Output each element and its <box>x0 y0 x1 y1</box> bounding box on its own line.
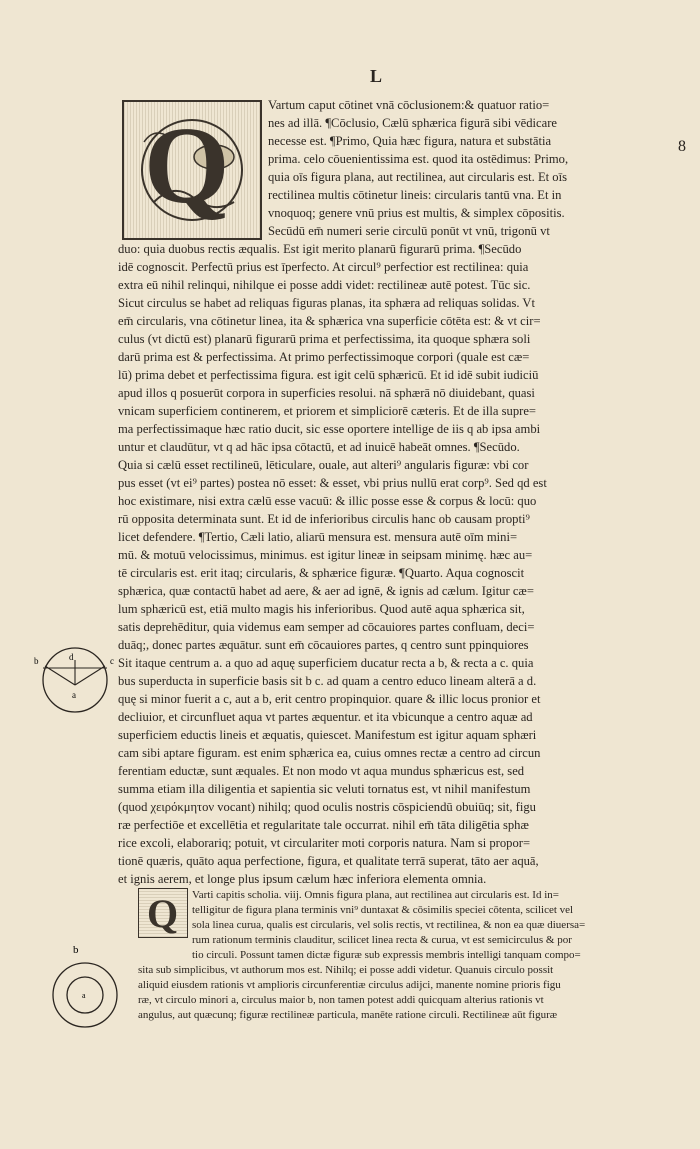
text-line: summa etiam illa diligentia et sapientia sic veluti tornatus est, vt nihil manifestum <box>118 782 531 796</box>
text-line: Secūdū em̄ numeri serie circulū ponūt vt vnū, trigonū vt <box>268 224 550 238</box>
text-line: hoc existimare, nisi extra cælū esse vacuū: & illic posse esse & corpus & locū: quo <box>118 494 537 508</box>
text-line: nes ad illā. ¶Cōclusio, Cælū sphærica figurā sibi vēdicare <box>268 116 558 130</box>
decorated-initial <box>122 100 262 240</box>
text-line: vnicam superficiem continerem, et priorem et simpliciorē cæteris. Et de illa supre= <box>118 404 537 418</box>
commentary-line: sola linea curua, qualis est circularis, vel solis rectis, vt rectilinea, & non ea quæ diuersa= <box>192 919 586 931</box>
text-line: cam sibi aptare figuram. est enim sphærica ea, cuius omnes rectæ a centro ad circun <box>118 746 541 760</box>
diagram-label: a <box>72 690 76 700</box>
commentary-line: Varti capitis scholia. viij. Omnis figura plana, aut rectilinea aut circularis est. Id in= <box>192 889 559 901</box>
text-line: vnoquoq; genere vnū prius est multis, & simplex cōpositis. <box>268 206 565 220</box>
text-line: (quod χειρόκμητον vocant) nihilq; quod oculis nostris cōspiciendū obuiūq; sit, figu <box>118 800 536 814</box>
page-signature: L <box>370 66 383 86</box>
text-line: rice excoli, elaborariq; potuit, vt circulariter moti corporis natura. Nam si propor= <box>118 836 531 850</box>
text-line: Vartum caput cōtinet vnā cōclusionem:& quatuor ratio= <box>268 98 550 112</box>
text-line: superficiem eductis lineis et æquatis, quiescet. Manifestum est igitur aquam sphæri <box>118 728 537 742</box>
text-line: bus superducta in superficie basis sit b c. ad quam a centro educo lineam alterā a d. <box>118 674 537 688</box>
text-line: Quia si cælū esset rectilineū, lēticulare, ouale, aut alteri⁹ angularis figuræ: vbi cor <box>118 458 529 472</box>
text-line: ferentiam eductæ, sunt æquales. Et non modo vt aqua mundus sphæricus est, sed <box>118 764 525 778</box>
text-line: culus (vt dictū est) planarū figurarū prima et perfectissima, ita quoque sphæra soli <box>118 332 531 346</box>
initial-letter: Q <box>144 104 230 226</box>
diagram-label: d <box>69 652 74 662</box>
commentary-line: ræ, vt circulo minori a, circulus maior b, non tamen potest addi quicquam alterius rationis vt <box>138 994 544 1006</box>
commentary-line: telligitur de figura plana terminis vni⁹ duntaxat & cōsimilis speciei cōtenta, scilicet vel <box>192 904 574 916</box>
commentary-line: rum rationum terminis clauditur, scilicet linea recta & curua, vt est semicirculus & por <box>192 934 572 946</box>
text-line: idē cognoscit. Perfectū prius est īperfecto. At circul⁹ perfectior est rectilinea: quia <box>118 260 529 274</box>
text-line: darū prima est & perfectissima. At primo perfectissimoque corpori (quale est cæ= <box>118 350 530 364</box>
text-line: sphærica, quæ contactū habet ad aere, & aer ad ignē, & ignis ad cælum. Igitur cæ= <box>118 584 534 598</box>
text-line: prima. celo cōuenientissima est. quod ita ostēdimus: Primo, <box>268 152 569 166</box>
text-line: lum sphæricū est, etiā multo magis his inferioribus. Quod autē aqua sphærica sit, <box>118 602 525 616</box>
text-line: quia oīs figura plana, aut rectilinea, aut circularis est. Et oīs <box>268 170 567 184</box>
diagram-label: b <box>34 656 39 666</box>
text-line: duo: quia duobus rectis æqualis. Est igit merito planarū figurarū prima. ¶Secūdo <box>118 242 522 256</box>
commentary-line: angulus, aut quæcunq; figuræ rectilineæ particula, manēte ratione circuli. Rectilineæ aūt figuræ <box>138 1009 558 1021</box>
commentary-line: sita sub simplicibus, vt authorum mos est. Nihilq; ei posse addi videtur. Quanuis circulo possit <box>138 964 554 976</box>
text-line: satis deprehēditur, quia videmus eam semper ad cōcauiores partes confluam, deci= <box>118 620 535 634</box>
text-line: lū) prima debet et perfectissima figura. est igit celū sphæricū. Et id idē subit iudiciū <box>118 368 539 382</box>
text-line: tē circularis est. erit itaq; circularis, & sphærice figuræ. ¶Quarto. Aqua cognoscit <box>118 566 525 580</box>
text-line: mū. & motuū velocissimus, minimus. est igitur lineæ in seipsam minimę. hæc au= <box>118 548 533 562</box>
diagram-label: c <box>110 656 114 666</box>
commentary-initial <box>138 888 188 938</box>
text-line: quę si minor fuerit a c, aut a b, erit centro propinquior. quare & illic locus pronior et <box>118 692 541 706</box>
text-line: et ignis aerem, et longe plus ipsum cælum hæc inferiora elementa omnia. <box>118 872 487 886</box>
text-line: ma perfectissimaque hæc ratio ducit, sic esse oportere intellige de iis q ab ipsa ambi <box>118 422 541 436</box>
text-line: licet defendere. ¶Tertio, Cæli latio, aliarū mensura est. mensura autē oīm mini= <box>118 530 518 544</box>
commentary-initial-letter: Q <box>147 891 179 936</box>
commentary-line: aliquid eiusdem rationis vt amplioris circunferentiæ circulus adijci, manente nomine prioris figu <box>138 979 561 991</box>
text-line: ræ perfectiōe et excellētia et regularitate tale occurrat. nihil em̄ tāta diligētia sphæ <box>118 818 529 832</box>
text-line: rectilinea multis cōtinetur lineis: circularis tantū vna. Et in <box>268 188 562 202</box>
text-line: em̄ circularis, vna cōtinetur linea, ita & sphærica vna superficie cōtēta est: & vt cir= <box>118 314 541 328</box>
text-line: apud illos q posuerūt corpora in superficies resolui. nā sphærā nō diuidebant, quasi <box>118 386 535 400</box>
text-line: Sit itaque centrum a. a quo ad aquę superficiem ducatur recta a b, & recta a c. quia <box>118 656 534 670</box>
text-line: tionē quæris, quāto aqua perfectione, figura, et qualitate terrā superat, tāto aer aquā, <box>118 854 539 868</box>
text-line: pus esset (vt ei⁹ partes) postea nō esset: & esset, vbi prius nullū erat corp⁹. Sed qd est <box>118 476 547 490</box>
margin-number: 8 <box>678 138 686 155</box>
diagram-label: a <box>82 991 86 1000</box>
commentary-line: tio circuli. Possunt tamen dictæ figuræ sub expressis membris intelligi tanquam compo= <box>192 949 581 961</box>
text-line: decliuior, et circunfluet aqua vt partes æquentur. et ita vbicunque a centro aquæ ad <box>118 710 533 724</box>
text-line: untur et claudūtur, vt q ad hāc ipsa cōtactū, et ad inuicē habeāt omnes. ¶Secūdo. <box>118 440 520 454</box>
text-line: Sicut circulus se habet ad reliquas figuras planas, ita sphæra ad reliquas solidas. Vt <box>118 296 536 310</box>
text-line: rū opposita determinata sunt. Et id de inferioribus circulis hanc ob causam propti⁹ <box>118 512 530 526</box>
sphere-water-diagram <box>30 630 120 720</box>
text-line: extra eū nihil relinqui, nihilque ei posse addi videt: rectilineæ autē potest. Tūc sic. <box>118 278 531 292</box>
diagram-label: b <box>73 944 79 956</box>
text-line: necesse est. ¶Primo, Quia hæc figura, natura et substātia <box>268 134 552 148</box>
concentric-circles-diagram <box>40 935 130 1035</box>
text-line: duāq;, donec partes æquātur. sunt em̄ cōcauiores partes, q centro sunt ppinquiores <box>118 638 529 652</box>
